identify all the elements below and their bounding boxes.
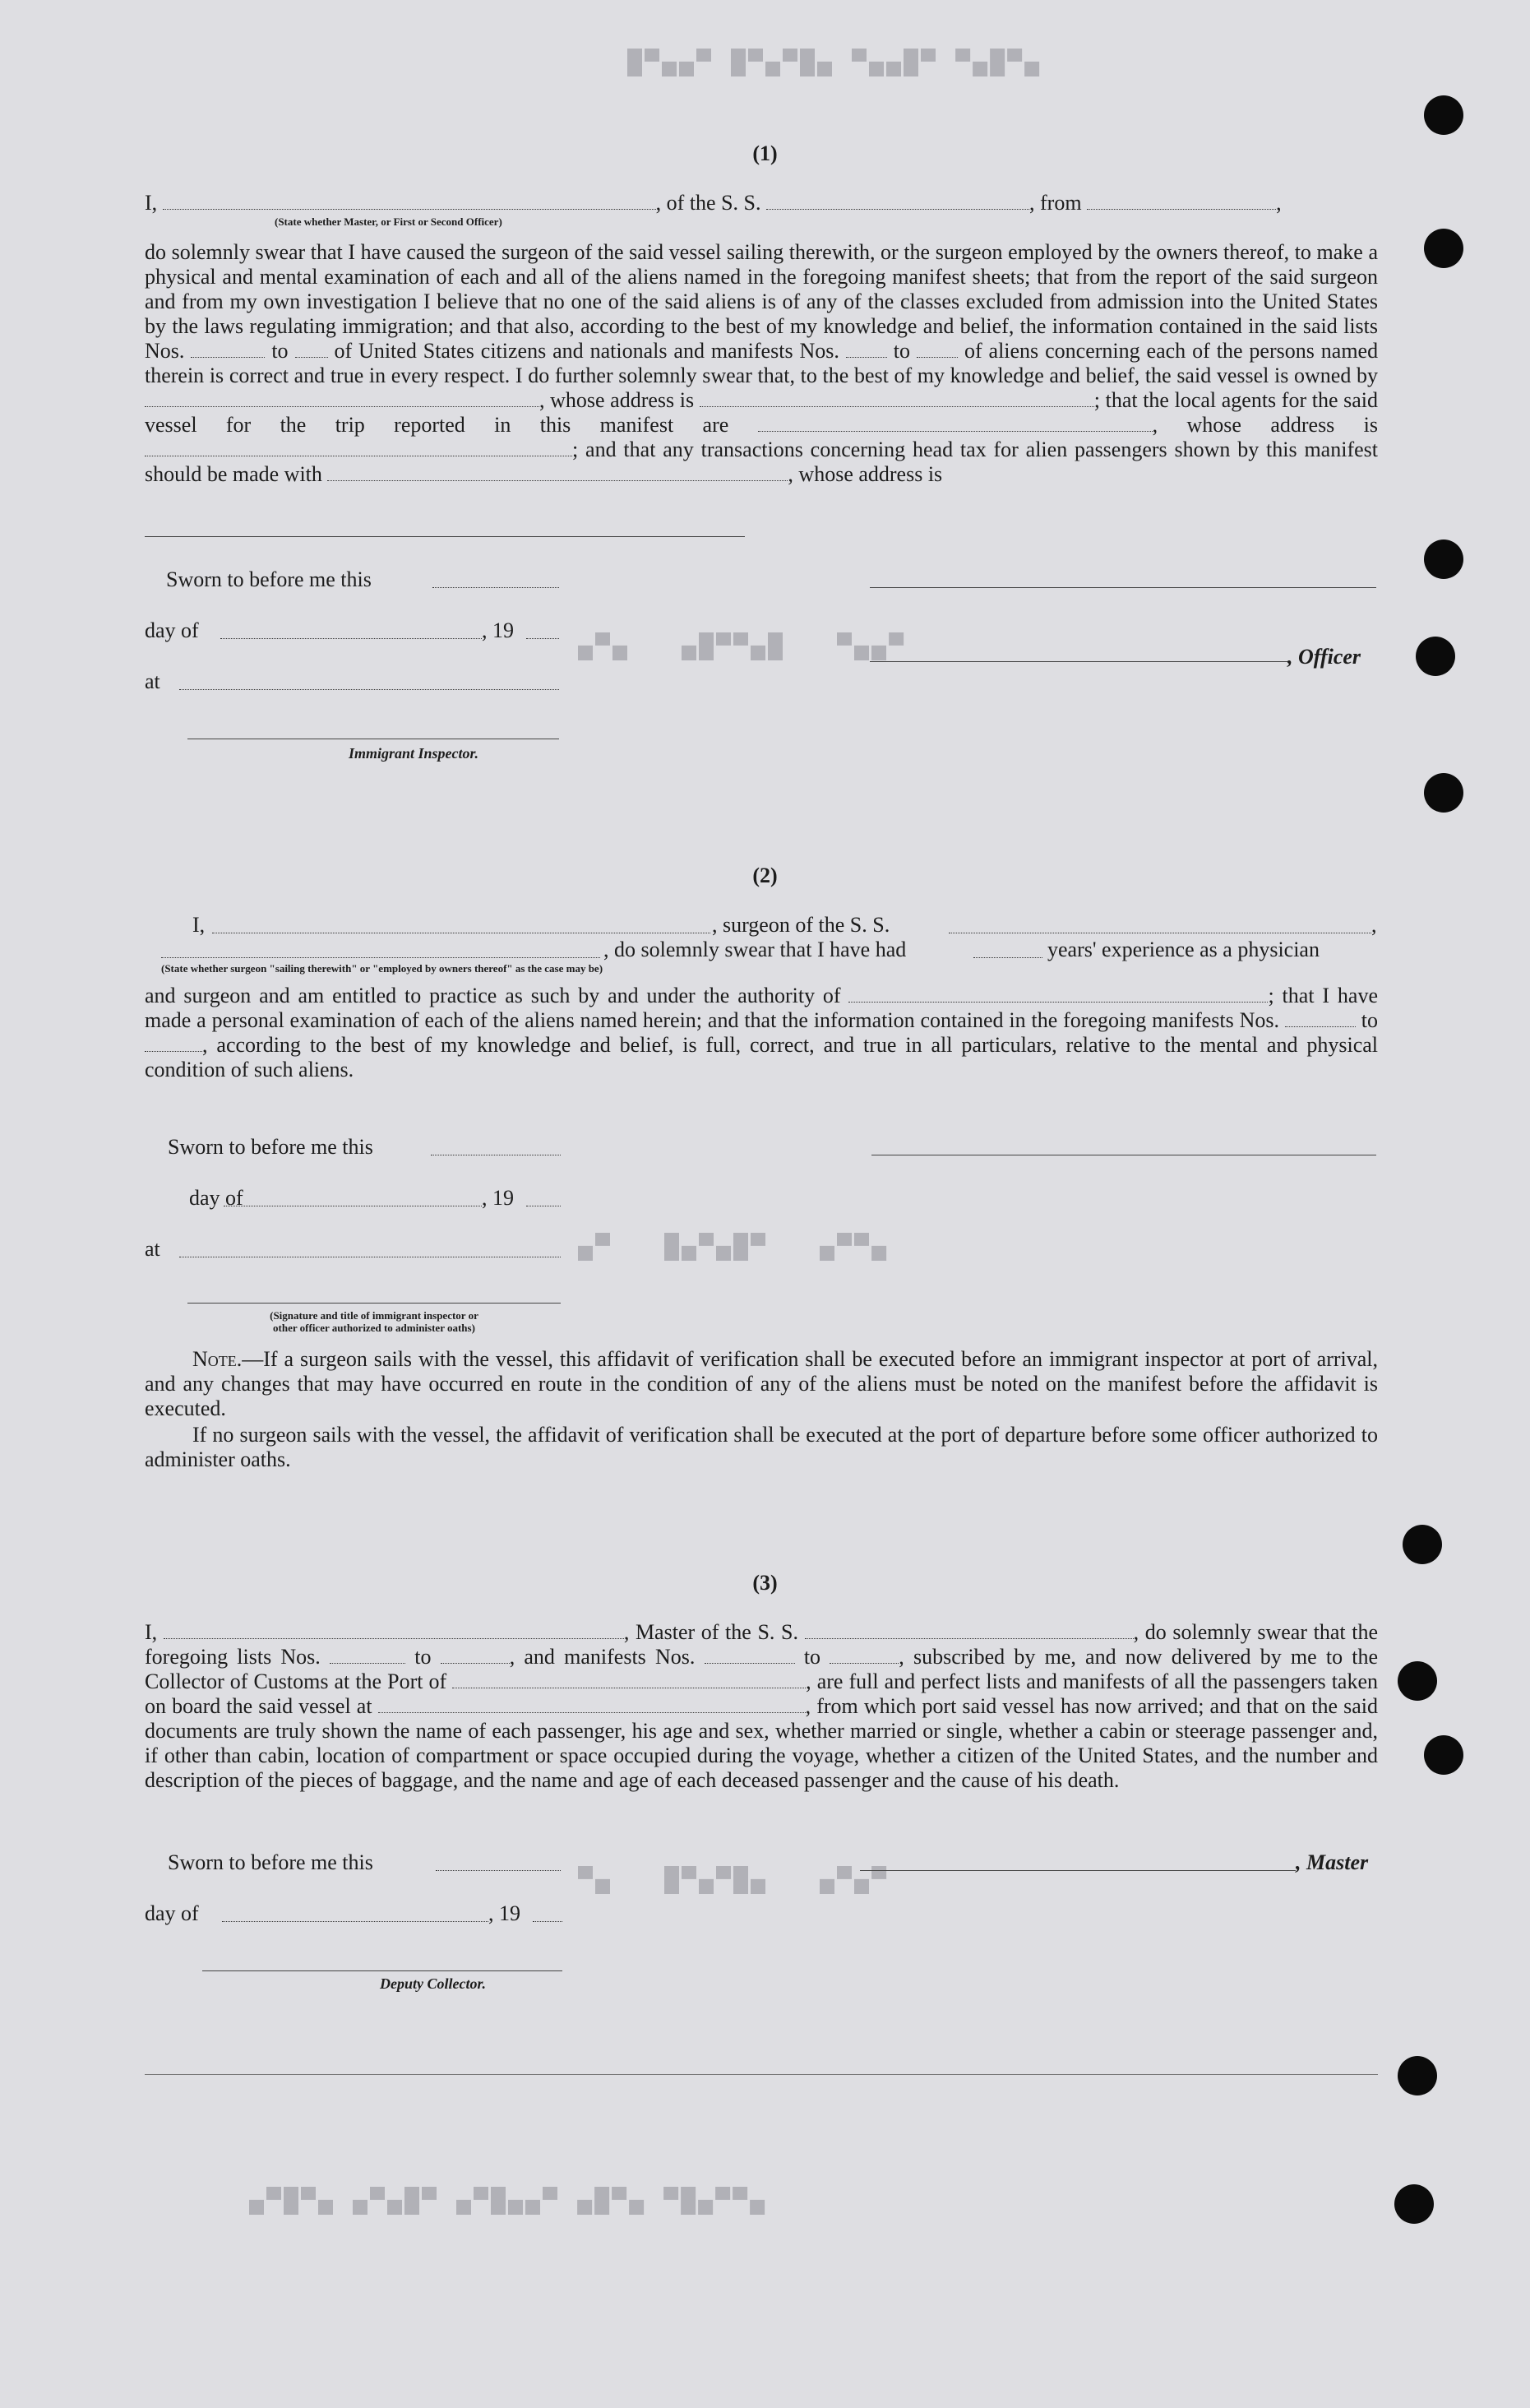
- section-1-body-5: , whose address is: [1152, 413, 1379, 437]
- of-ss-label: , of the S. S.: [655, 191, 761, 215]
- officer-label: , Officer: [1287, 645, 1361, 669]
- surgeon-type-hint: (State whether surgeon "sailing therewith" or "employed by owners thereof" as the case may be): [161, 962, 603, 975]
- punch-hole: [1403, 1525, 1442, 1564]
- bleed-through-texture: ▀▄▄▀ █▄▀▀█▄ ▄▀▄: [575, 633, 904, 661]
- section-3-paragraph: [145, 1620, 1378, 1793]
- section-2-number: (2): [752, 864, 778, 887]
- to-label: to: [271, 339, 289, 363]
- punch-hole: [1424, 773, 1463, 813]
- immigrant-inspector-caption: Immigrant Inspector.: [349, 745, 479, 762]
- and-manifests-label: , and manifests Nos.: [509, 1645, 696, 1669]
- to-label: to: [893, 339, 911, 363]
- punch-hole: [1398, 2056, 1437, 2095]
- punch-hole: [1394, 2184, 1434, 2224]
- citizen-lists-from-field[interactable]: [191, 340, 265, 358]
- years-experience-label: years' experience as a physician: [1047, 938, 1320, 961]
- section-2-intro: I,: [192, 913, 206, 937]
- officer-signature-line[interactable]: [870, 587, 1376, 588]
- section-1-body-6: ; and that any transactions concerning head tax for alien passengers shown by this manifest should be made with: [145, 438, 1378, 486]
- bleed-through-texture: ▄▀█▄▀ ▀█▄▄▀ ▄█▀▄▀█ ▀▄▄▀█: [625, 49, 1040, 77]
- to-label: to: [414, 1645, 432, 1669]
- section-1-body-7: , whose address is: [788, 462, 943, 486]
- section-3-number: (3): [752, 1571, 778, 1595]
- alien-manifests-from-field[interactable]: [846, 340, 887, 358]
- section-1-paragraph: I, , of the S. S. , from , do solemnly swear that I have caused the surgeon of the said vessel sailing therewith, or the surgeon employed by the owners thereof, to make a physical and mental examination of each and all of the aliens named in the foregoing manifest sheets; that from the report of the said surgeon and from my own investigation I believe that no one of the said aliens is of any of the classes excluded from admission into the United States by the laws regulating immigration; and that also, according to the best of my knowledge and belief, the information contained in the said lists Nos. to of United States citizens and nationals and manifests Nos. to of aliens concerning each of the persons named therein is correct and true in every respect. I do further solemnly swear that, to the best of my knowledge and belief, the said vessel is owned by , whose address is ; that the local agents for the said vessel for the trip reported in this manifest are , whose address is ; and that any transactions concerning head tax for alien passengers shown by this manifest should be made with , whose address is: [145, 191, 1379, 486]
- master-name-field[interactable]: [164, 1622, 624, 1639]
- surgeon-of-label: , surgeon of the S. S.: [712, 913, 890, 937]
- bottom-rule: [145, 2074, 1378, 2075]
- section-1-body-2: of United States citizens and nationals and manifests Nos.: [334, 339, 839, 363]
- port-of-embarkation-field[interactable]: [378, 1696, 806, 1713]
- section-2-body-2: ; that I have made a personal examination of each of the aliens named herein; and that the information contained in the foregoing manifests Nos.: [145, 984, 1379, 1032]
- punch-hole: [1416, 637, 1455, 676]
- punch-hole: [1424, 539, 1463, 579]
- note-text-1: —If a surgeon sails with the vessel, this affidavit of verification shall be executed before an immigrant inspector at port of arrival, and any changes that may have occurred en route in the condition of any of the aliens must be noted on the manifest before the affidavit is executed.: [145, 1347, 1378, 1420]
- day-of-label-1: day of: [145, 618, 199, 642]
- citizen-lists-to-field[interactable]: [295, 340, 328, 358]
- caption-line-2: other officer authorized to administer oaths): [273, 1322, 475, 1334]
- sworn-label-1: Sworn to before me this: [166, 567, 372, 591]
- master-label: , Master: [1296, 1850, 1369, 1874]
- note-paragraph-1: [145, 1347, 1378, 1421]
- section-1-body-4: ; that the local agents for the said vessel for the trip reported in this manifest are: [145, 388, 1378, 437]
- lists-to-field-3[interactable]: [441, 1646, 510, 1664]
- month-field-1[interactable]: [220, 638, 482, 639]
- note-label: Note.: [192, 1347, 243, 1371]
- vessel-name-field[interactable]: [766, 192, 1029, 210]
- at-label-2: at: [145, 1237, 160, 1261]
- manifests-to-field-3[interactable]: [830, 1646, 899, 1664]
- section-3-body-4: , from which port said vessel has now arrived; and that on the said documents are truly shown the name of each passenger, his age and sex, whether married or single, whether a cabin or steerage passenger and, if other than cabin, location of compartment or space occupied during the voyage, whether a citizen of the United States, and the number and description of the pieces of baggage, and the name and age of each deceased passenger and the cause of his death.: [145, 1694, 1379, 1792]
- caption-line-1: (Signature and title of immigrant inspector or: [270, 1309, 478, 1322]
- port-of-arrival-field[interactable]: [452, 1671, 806, 1688]
- section-1-body-3: of aliens concerning each of the persons named therein is correct and true in every respect. I do further solemnly swear that, to the best of my knowledge and belief, the said vessel is owned by: [145, 339, 1379, 387]
- head-tax-address-line[interactable]: [145, 536, 745, 537]
- bleed-through-texture: ▀▄▀▄ ▄█▀▄▀█ ▄▀: [575, 1867, 887, 1895]
- departure-port-field[interactable]: [1087, 192, 1276, 210]
- manifests-from-field-2[interactable]: [1285, 1010, 1356, 1027]
- to-label: to: [1361, 1008, 1379, 1032]
- licensing-authority-field[interactable]: [848, 985, 1268, 1003]
- manifests-from-field-3[interactable]: [705, 1646, 795, 1664]
- sworn-label-3: Sworn to before me this: [168, 1850, 373, 1874]
- sworn-label-2: Sworn to before me this: [168, 1135, 373, 1159]
- section-3-intro: I,: [145, 1620, 158, 1644]
- punch-hole: [1398, 1661, 1437, 1701]
- authorized-officer-caption: [187, 1309, 561, 1334]
- section-2-body-3: , according to the best of my knowledge and belief, is full, correct, and true in all particulars, relative to the mental and physical condition of such aliens.: [145, 1033, 1378, 1081]
- month-field-3[interactable]: [222, 1921, 488, 1922]
- sworn-date-field-3[interactable]: [436, 1870, 561, 1871]
- officer-name-field[interactable]: [163, 192, 656, 210]
- year-field-3[interactable]: [533, 1921, 562, 1922]
- owner-address-field[interactable]: [700, 390, 1094, 407]
- bleed-through-texture: ▄▀▀▄█▀ ▄▀█▄ ▀▄▄█▀▄ ▀█▄▀▄ ▄▀█▀▄: [247, 2188, 765, 2216]
- from-label: , from: [1029, 191, 1082, 215]
- section-1-number: (1): [752, 141, 778, 165]
- local-agents-field[interactable]: [758, 414, 1153, 432]
- note-text-2: If no surgeon sails with the vessel, the affidavit of verification shall be executed at the port of departure before some officer authorized to administer oaths.: [145, 1423, 1378, 1471]
- deputy-collector-caption: Deputy Collector.: [380, 1975, 486, 1992]
- collector-signature-line[interactable]: [202, 1970, 562, 1971]
- authorized-officer-signature-line[interactable]: [187, 1303, 561, 1304]
- agents-address-field[interactable]: [145, 439, 572, 456]
- officer-title-line[interactable]: [870, 661, 1289, 662]
- master-vessel-field[interactable]: [805, 1622, 1134, 1639]
- section-2-body: and surgeon and am entitled to practice as such by and under the authority of: [145, 984, 841, 1007]
- whose-address-label: , whose address is: [539, 388, 695, 412]
- comma: ,: [1371, 913, 1377, 937]
- head-tax-party-field[interactable]: [327, 464, 788, 481]
- alien-manifests-to-field[interactable]: [917, 340, 958, 358]
- note-paragraph-2: [145, 1423, 1378, 1472]
- section-1-body: do solemnly swear that I have caused the surgeon of the said vessel sailing therewith, or the surgeon employed by the owners thereof, to make a physical and mental examination of each and all of the aliens named in the foregoing manifest sheets; that from the report of the said surgeon and from my own investigation I believe that no one of the said aliens is of any of the classes excluded from admission into the United States by the laws regulating immigration; and that also, according to the best of my knowledge and belief, the information contained in the said lists Nos.: [145, 240, 1378, 363]
- master-signature-line[interactable]: [860, 1870, 1296, 1871]
- lists-from-field-3[interactable]: [330, 1646, 405, 1664]
- vessel-owner-field[interactable]: [145, 390, 539, 407]
- day-of-label-2: day of: [189, 1186, 243, 1210]
- section-2-paragraph: [145, 984, 1378, 1082]
- section-3-body-3: , are full and perfect lists and manifests of all the passengers taken on board the said vessel at: [145, 1669, 1378, 1718]
- year-label-3: , 19: [488, 1901, 520, 1925]
- master-of-label: , Master of the S. S.: [623, 1620, 798, 1644]
- to-label: to: [803, 1645, 821, 1669]
- section-1-intro: I,: [145, 191, 158, 215]
- sworn-date-field-1[interactable]: [432, 587, 559, 588]
- years-experience-field[interactable]: [973, 957, 1042, 958]
- at-label-1: at: [145, 669, 160, 693]
- section-3-body-2: , subscribed by me, and now delivered by me to the Collector of Customs at the Port of: [145, 1645, 1379, 1693]
- year-field-1[interactable]: [526, 638, 559, 639]
- punch-hole: [1424, 229, 1463, 268]
- punch-hole: [1424, 1735, 1463, 1775]
- solemnly-label-2: , do solemnly swear that I have had: [603, 938, 907, 961]
- year-label-1: , 19: [482, 618, 514, 642]
- punch-hole: [1424, 95, 1463, 135]
- surgeon-type-field[interactable]: [161, 957, 600, 958]
- year-label-2: , 19: [482, 1186, 514, 1210]
- officer-title-hint: (State whether Master, or First or Second Officer): [275, 215, 502, 228]
- day-of-label-3: day of: [145, 1901, 199, 1925]
- bleed-through-texture: ▄▀▀▄ ▀█▄▀▄█ ▀▄: [575, 1234, 887, 1262]
- manifests-to-field-2[interactable]: [145, 1035, 202, 1052]
- place-field-1[interactable]: [179, 689, 559, 690]
- section-3-body: swear that the foregoing lists Nos.: [145, 1620, 1379, 1669]
- solemnly-label-3: , do solemnly: [1133, 1620, 1251, 1644]
